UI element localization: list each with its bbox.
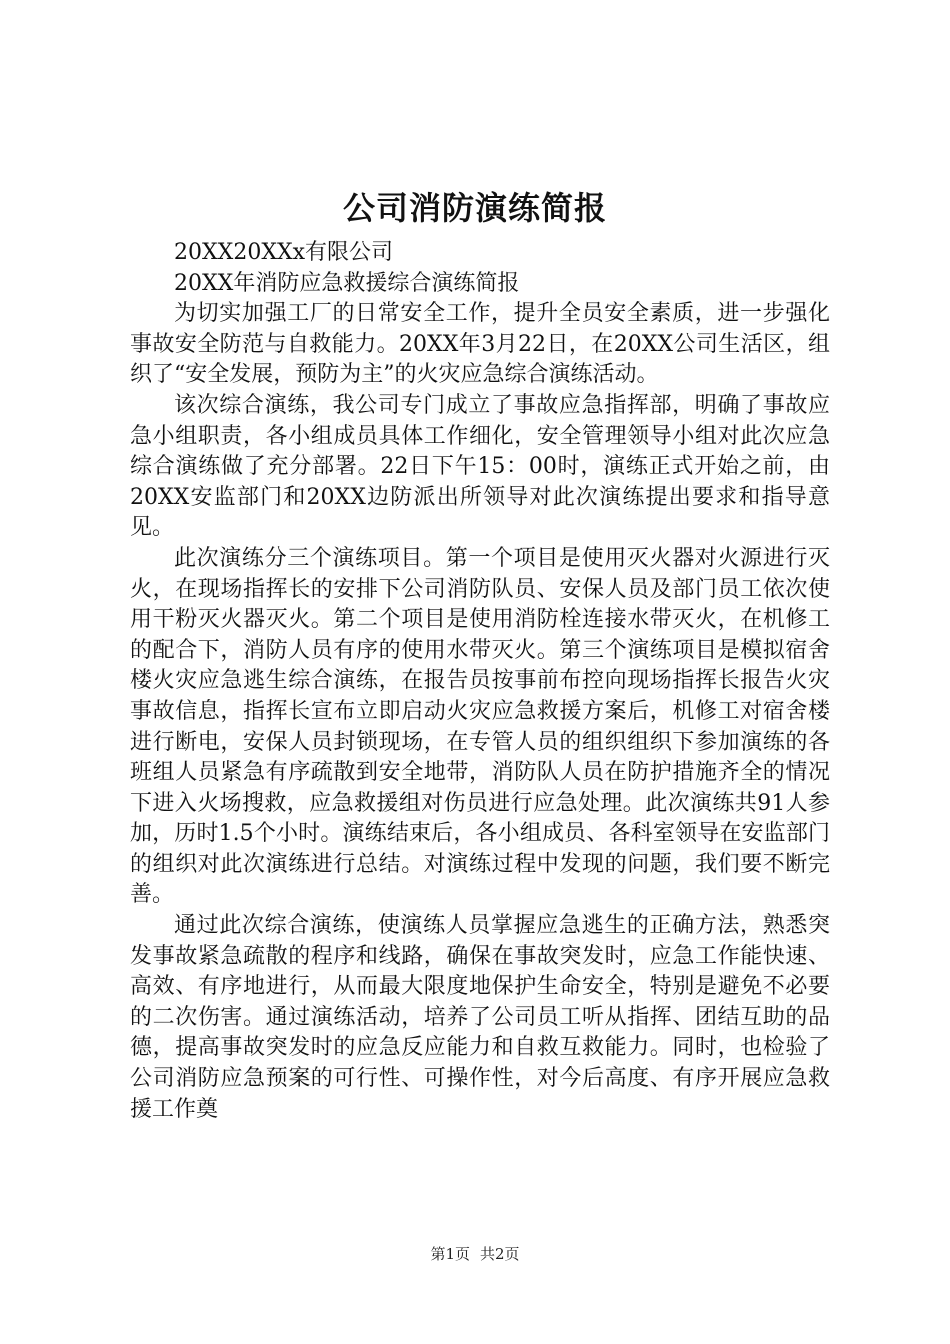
page-total: 共2页 <box>480 1245 520 1263</box>
document-body <box>130 238 830 1125</box>
page-footer <box>0 1244 950 1264</box>
paragraph-intro: 为切实加强工厂的日常安全工作，提升全员安全素质，进一步强化事故安全防范与自救能力。20XX年3月22日，在20XX公司生活区，组织了“安全发展，预防为主”的火灾应急综合演练活动。 <box>130 301 830 388</box>
report-subtitle-line: 20XX年消防应急救援综合演练简报 <box>174 270 520 296</box>
paragraph-summary: 通过此次综合演练，使演练人员掌握应急逃生的正确方法，熟悉突发事故紧急疏散的程序和线路，确保在事故突发时，应急工作能快速、高效、有序地进行，从而最大限度地保护生命安全，特别是避免不必要的二次伤害。通过演练活动，培养了公司员工听从指挥、团结互助的品德，提高事故突发时的应急反应能力和自救互救能力。同时，也检验了公司消防应急预案的可行性、可操作性，对今后高度、有序开展应急救援工作奠 <box>130 913 830 1122</box>
company-name-line: 20XX20XXx有限公司 <box>174 240 394 265</box>
page-number: 第1页 <box>430 1245 470 1263</box>
paragraph-organization: 该次综合演练，我公司专门成立了事故应急指挥部，明确了事故应急小组职责，各小组成员具体工作细化，安全管理领导小组对此次应急综合演练做了充分部署。22日下午15：00时，演练正式开始之前，由20XX安监部门和20XX边防派出所领导对此次演练提出要求和指导意见。 <box>130 392 830 541</box>
paragraph-drill-items: 此次演练分三个演练项目。第一个项目是使用灭火器对火源进行灭火，在现场指挥长的安排下公司消防队员、安保人员及部门员工依次使用干粉灭火器灭火。第二个项目是使用消防栓连接水带灭火，在机修工的配合下，消防人员有序的使用水带灭火。第三个演练项目是模拟宿舍楼火灾应急逃生综合演练，在报告员按事前布控向现场指挥长报告火灾事故信息，指挥长宣布立即启动火灾应急救援方案后，机修工对宿舍楼进行断电，安保人员封锁现场，在专管人员的组织组织下参加演练的各班组人员紧急有序疏散到安全地带，消防队人员在防护措施齐全的情况下进入火场搜救，应急救援组对伤员进行应急处理。此次演练共91人参加，历时1.5个小时。演练结束后，各小组成员、各科室领导在安监部门的组织对此次演练进行总结。对演练过程中发现的问题，我们要不断完善。 <box>130 545 830 908</box>
page-title: 公司消防演练简报 <box>342 189 607 227</box>
